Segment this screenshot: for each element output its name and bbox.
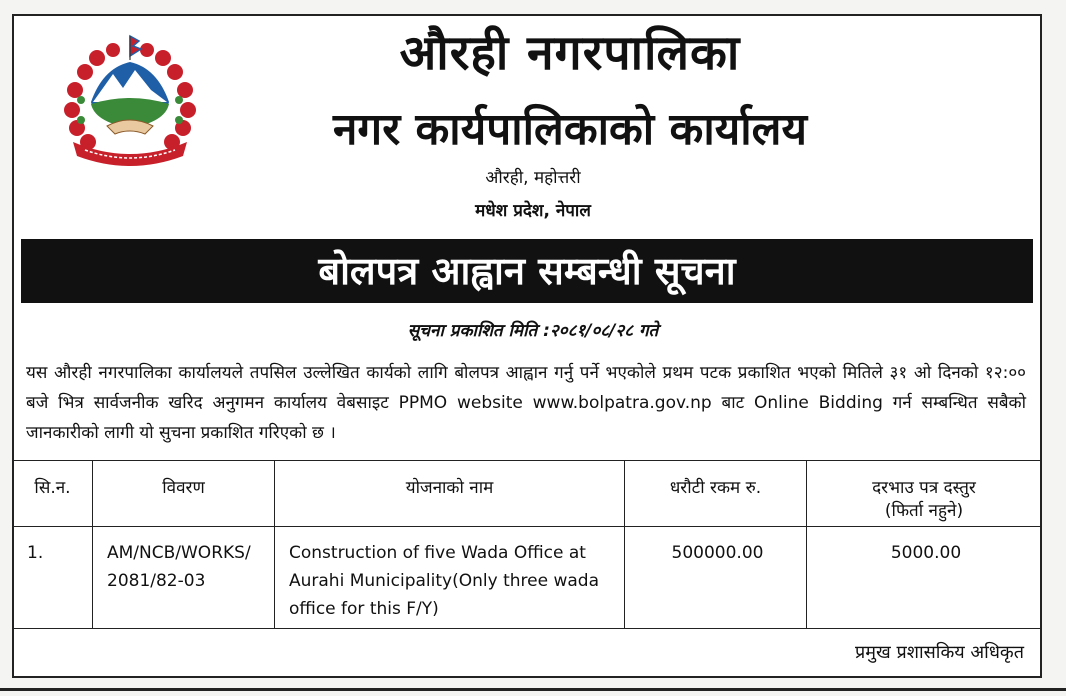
notice-body-paragraph: यस औरही नगरपालिका कार्यालयले तपसिल उल्लेखित कार्यको लागि बोलपत्र आह्वान गर्नु पर्ने भएकोले प्रथम पटक प्रकाशित भएको मितिले ३१ ओ दिनको १२:०० बजे भित्र सार्वजनीक खरिद अनुगमन कार्यालय वेबसाइट PPMO website www.bolpatra.gov.np बाट Online Bidding गर्न सम्बन्धित सबैको जानकारीको लागी यो सुचना प्रकाशित गरिएको छ ।	[26, 363, 1026, 443]
bottom-rule	[0, 688, 1066, 691]
municipality-title: औरही नगरपालिका	[399, 25, 741, 81]
address-line-2: मधेश प्रदेश, नेपाल	[475, 201, 591, 221]
table-header-row	[13, 461, 1042, 527]
address-line-1: औरही, महोत्तरी	[485, 168, 581, 188]
cell-project-name: Construction of five Wada Office at Aurahi Municipality(Only three wada office for this F/Y)	[275, 527, 625, 629]
header-sn: सि.न.	[13, 461, 93, 527]
cell-sn: 1.	[13, 527, 93, 629]
header-fee-note: (फिर्ता नहुने)	[884, 501, 964, 521]
cell-description: AM/NCB/WORKS/ 2081/82-03	[93, 527, 275, 629]
signature-designation: प्रमुख प्रशासकिय अधिकृत	[855, 642, 1024, 663]
header-description: विवरण	[93, 461, 275, 527]
cell-fee: 5000.00	[807, 527, 1042, 629]
header-fee-label: दरभाउ पत्र दस्तुर	[872, 478, 976, 498]
office-title: नगर कार्यपालिकाको कार्यालय	[333, 104, 807, 155]
nepal-emblem-icon	[55, 30, 205, 170]
bid-table	[12, 460, 1042, 629]
published-date: सूचना प्रकाशित मिति :२०८१/०८/२८ गते	[407, 321, 659, 341]
header-fee	[807, 461, 1042, 527]
header-deposit: धरौटी रकम रु.	[625, 461, 807, 527]
header-project-name: योजनाको नाम	[275, 461, 625, 527]
cell-deposit: 500000.00	[625, 527, 807, 629]
notice-body	[26, 358, 1026, 448]
notice-title-banner: बोलपत्र आह्वान सम्बन्धी सूचना	[21, 239, 1033, 303]
table-row	[13, 527, 1042, 629]
